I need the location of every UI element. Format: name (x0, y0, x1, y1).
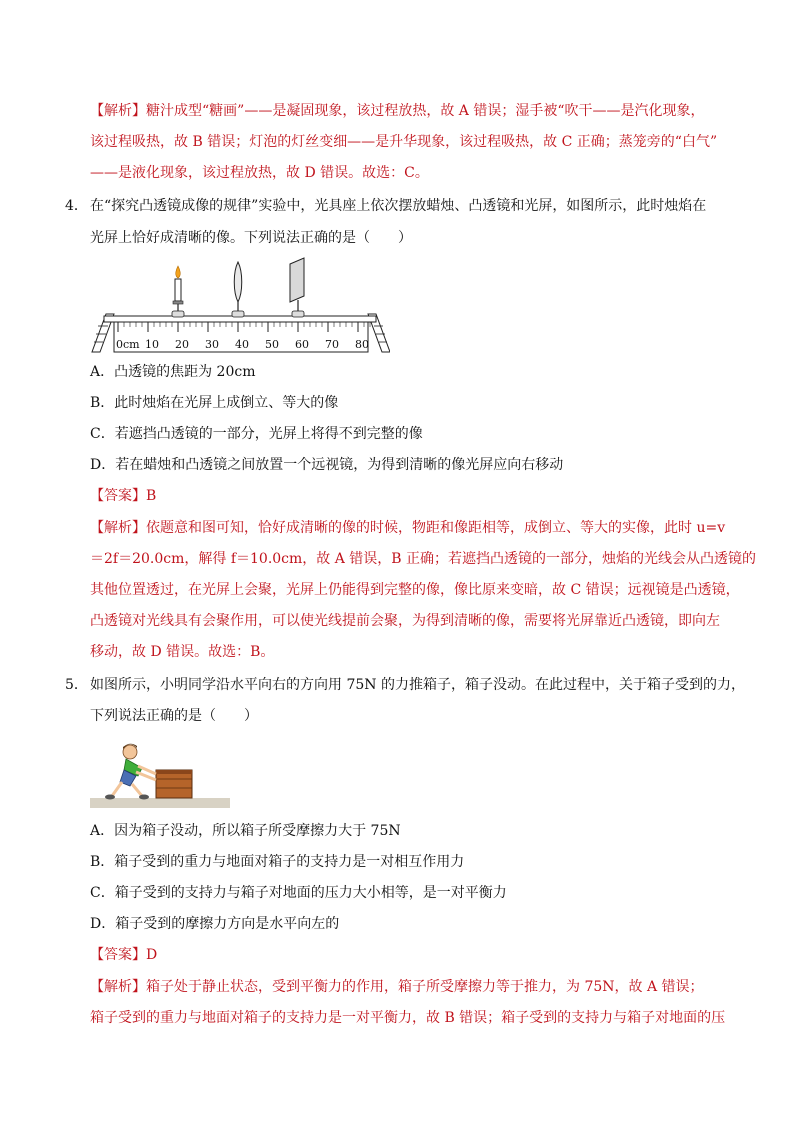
question-5-option-c: C．箱子受到的支持力与箱子对地面的压力大小相等，是一对平衡力 (90, 885, 507, 901)
scale-label-20: 20 (175, 338, 189, 351)
question-5-analysis-line-2: 箱子受到的重力与地面对箱子的支持力是一对平衡力，故 B 错误；箱子受到的支持力与箱子对地面的压 (90, 1010, 726, 1026)
scale-label-80: 80 (355, 338, 369, 351)
question-4-analysis-line-3: 其他位置透过，在光屏上会聚，光屏上仍能得到完整的像，像比原来变暗，故 C 错误；远视镜是凸透镜， (90, 582, 740, 598)
question-5-option-a: A．因为箱子没动，所以箱子所受摩擦力大于 75N (90, 823, 401, 839)
scale-label-70: 70 (325, 338, 339, 351)
scale-label-40: 40 (235, 338, 249, 351)
wooden-box-icon (156, 770, 192, 798)
scale-label-0: 0cm (116, 338, 140, 351)
candle-icon (172, 266, 184, 317)
scale-label-30: 30 (205, 338, 219, 351)
optical-bench-figure (90, 256, 390, 356)
question-4-analysis-line-5: 移动，故 D 错误。故选：B。 (90, 644, 275, 660)
analysis-q3-line-1: 【解析】糖汁成型“糖画”——是凝固现象，该过程放热，故 A 错误；湿手被“吹干——是汽化现象， (90, 103, 705, 119)
convex-lens-icon (232, 262, 244, 317)
question-5-number: 5． (65, 677, 88, 693)
question-4-analysis-line-4: 凸透镜对光线具有会聚作用，可以使光线提前会聚，为得到清晰的像，需要将光屏靠近凸透镜，即向左 (90, 613, 720, 629)
boy-pushing-box-figure (90, 734, 230, 812)
analysis-q3-line-2: 该过程吸热，故 B 错误；灯泡的灯丝变细——是升华现象，该过程吸热，故 C 正确；蒸笼旁的“白气” (90, 134, 718, 150)
question-4-number: 4． (65, 198, 88, 214)
scale-label-10: 10 (145, 338, 159, 351)
light-screen-icon (290, 258, 304, 317)
analysis-q3-line-3: ——是液化现象，该过程放热，故 D 错误。故选：C。 (90, 165, 429, 181)
question-4-analysis-line-2: ＝2f＝20.0cm，解得 f＝10.0cm，故 A 错误，B 正确；若遮挡凸透镜的一部分，烛焰的光线会从凸透镜的 (90, 551, 757, 567)
question-5-stem-line-2: 下列说法正确的是（ ） (90, 708, 258, 724)
question-5-analysis-line-1: 【解析】箱子处于静止状态，受到平衡力的作用，箱子所受摩擦力等于推力，为 75N，故 A 错误； (90, 979, 704, 995)
question-4-option-d: D．若在蜡烛和凸透镜之间放置一个远视镜，为得到清晰的像光屏应向右移动 (90, 457, 564, 473)
question-4-stem-line-2: 光屏上恰好成清晰的像。下列说法正确的是（ ） (90, 230, 412, 246)
scale-label-60: 60 (295, 338, 309, 351)
question-5-answer: 【答案】D (90, 947, 158, 963)
question-5-option-b: B．箱子受到的重力与地面对箱子的支持力是一对相互作用力 (90, 854, 465, 870)
ground (90, 798, 230, 808)
question-4-option-b: B．此时烛焰在光屏上成倒立、等大的像 (90, 395, 339, 411)
question-4-analysis-line-1: 【解析】依题意和图可知，恰好成清晰的像的时候，物距和像距相等，成倒立、等大的实像，此时 u=v (90, 520, 726, 536)
question-4-stem-line-1: 在“探究凸透镜成像的规律”实验中，光具座上依次摆放蜡烛、凸透镜和光屏，如图所示，此时烛焰在 (90, 198, 707, 214)
question-5-option-d: D．箱子受到的摩擦力方向是水平向左的 (90, 916, 340, 932)
boy-icon (105, 744, 156, 800)
scale-label-50: 50 (265, 338, 279, 351)
question-4-option-a: A．凸透镜的焦距为 20cm (90, 364, 256, 380)
question-4-answer: 【答案】B (90, 488, 157, 504)
question-4-option-c: C．若遮挡凸透镜的一部分，光屏上将得不到完整的像 (90, 426, 423, 442)
question-5-stem-line-1: 如图所示，小明同学沿水平向右的方向用 75N 的力推箱子，箱子没动。在此过程中，关于箱子受到的力， (90, 677, 745, 693)
